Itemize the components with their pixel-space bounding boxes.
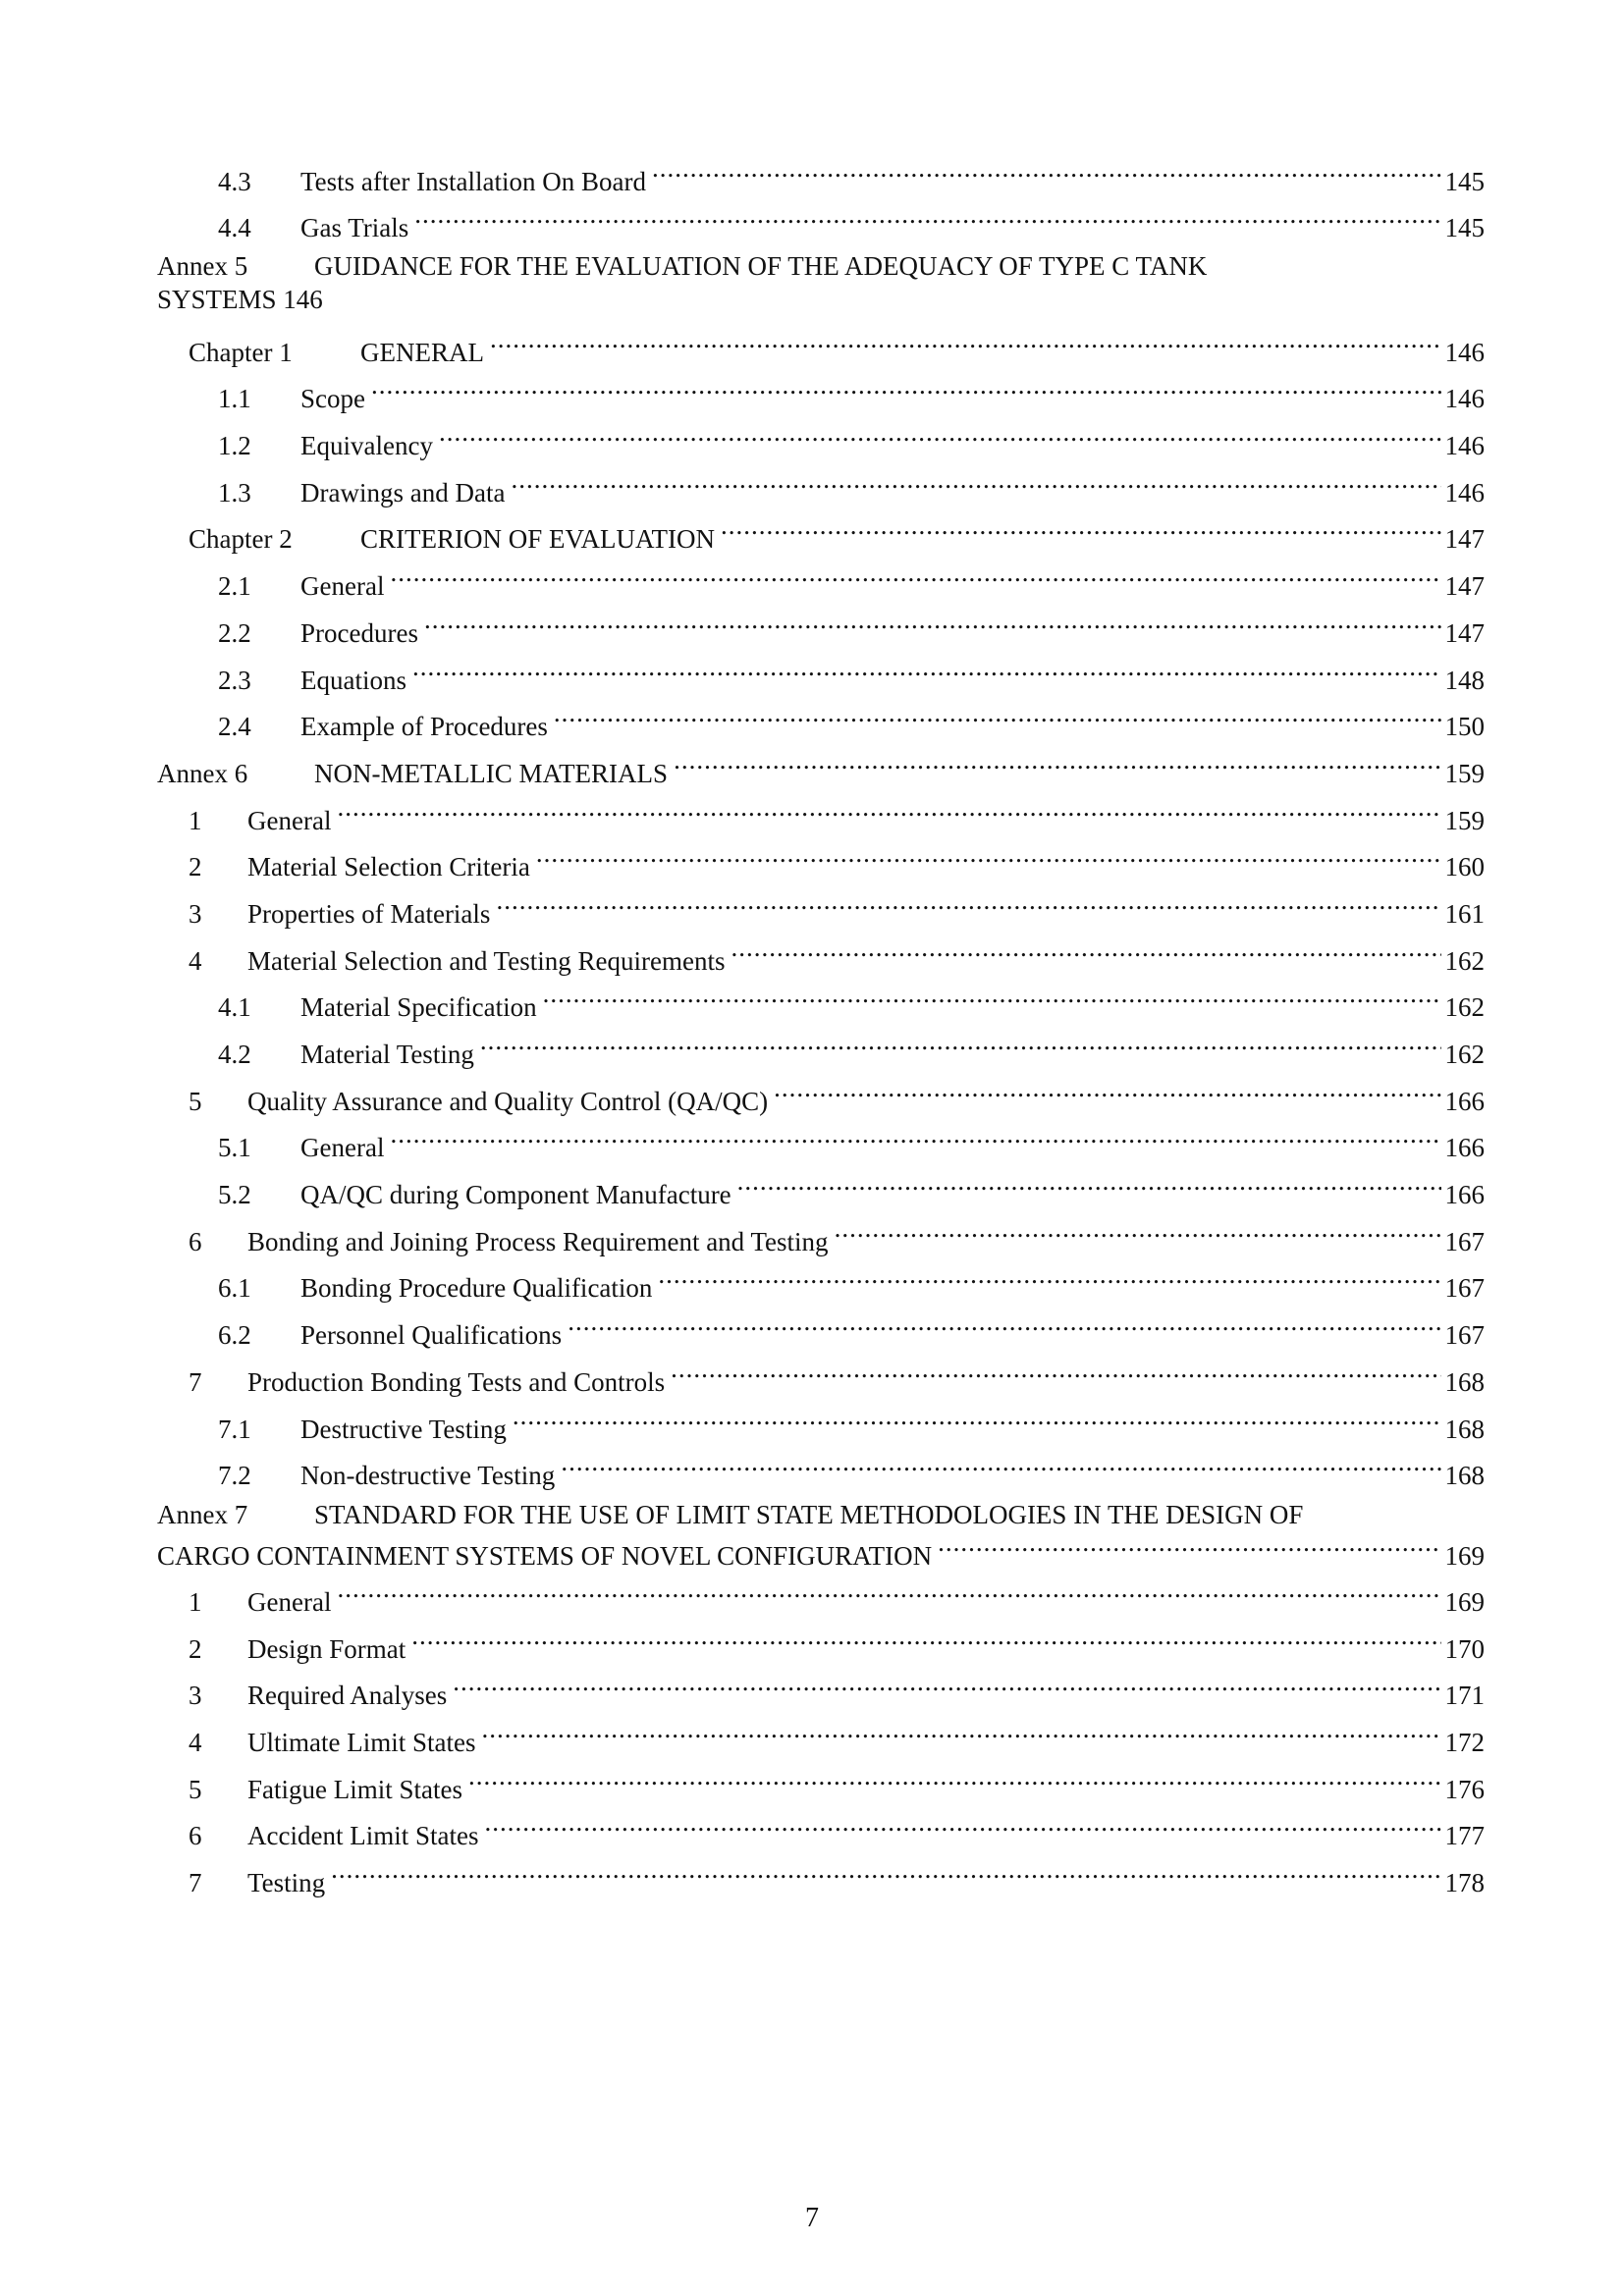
entry-page: 160 xyxy=(1444,852,1485,881)
entry-number: 5 xyxy=(189,1087,202,1116)
dot-leader xyxy=(511,468,1440,502)
entry-title: Non-destructive Testing xyxy=(300,1461,556,1490)
entry-title: Bonding Procedure Qualification xyxy=(300,1273,653,1303)
toc-entry-annex-7-continued[interactable] xyxy=(157,1531,1485,1573)
entry-number: 1.3 xyxy=(218,478,251,507)
toc-entry[interactable] xyxy=(218,656,1485,697)
toc-entry[interactable] xyxy=(189,796,1485,837)
entry-title: Material Testing xyxy=(300,1040,474,1069)
entry-title: Accident Limit States xyxy=(247,1821,479,1850)
toc-entry[interactable] xyxy=(218,561,1485,603)
toc-entry[interactable] xyxy=(189,1765,1485,1806)
toc-entry[interactable] xyxy=(189,1671,1485,1712)
entry-number: 4.2 xyxy=(218,1040,251,1069)
toc-entry[interactable] xyxy=(218,1310,1485,1352)
dot-leader xyxy=(480,1030,1441,1063)
entry-page: 146 xyxy=(1444,338,1485,367)
dot-leader xyxy=(561,1451,1440,1484)
entry-number: 4.4 xyxy=(218,213,251,242)
dot-leader xyxy=(674,749,1440,782)
dot-leader xyxy=(721,514,1441,548)
toc-entry[interactable] xyxy=(189,1077,1485,1118)
entry-page: 166 xyxy=(1444,1133,1485,1162)
dot-leader xyxy=(568,1310,1440,1344)
toc-entry[interactable] xyxy=(218,702,1485,743)
entry-number: 7.2 xyxy=(218,1461,251,1490)
entry-title: General xyxy=(247,806,332,835)
entry-number: Chapter 1 xyxy=(189,338,293,367)
dot-leader xyxy=(424,609,1441,642)
entry-page: 167 xyxy=(1444,1227,1485,1256)
toc-entry-annex-7[interactable] xyxy=(157,1498,1303,1531)
toc-entry[interactable] xyxy=(189,936,1485,978)
entry-page: 146 xyxy=(1444,384,1485,413)
dot-leader xyxy=(496,889,1440,923)
toc-entry[interactable] xyxy=(218,1030,1485,1071)
entry-number: 2.3 xyxy=(218,666,251,695)
toc-entry[interactable] xyxy=(218,1451,1485,1492)
toc-entry[interactable] xyxy=(189,1358,1485,1399)
entry-title: Equations xyxy=(300,666,406,695)
entry-title: NON-METALLIC MATERIALS xyxy=(314,759,669,788)
toc-entry[interactable] xyxy=(189,328,1485,369)
entry-page: 172 xyxy=(1444,1728,1485,1757)
entry-number: Annex 5 xyxy=(157,251,248,281)
dot-leader xyxy=(513,1405,1441,1438)
entry-title: QA/QC during Component Manufacture xyxy=(300,1180,731,1209)
entry-title: Example of Procedures xyxy=(300,712,548,741)
entry-title-continued: SYSTEMS 146 xyxy=(157,285,323,314)
dot-leader xyxy=(439,421,1441,454)
dot-leader xyxy=(671,1358,1440,1391)
entry-title: Production Bonding Tests and Controls xyxy=(247,1367,666,1397)
entry-title: Design Format xyxy=(247,1634,406,1664)
dot-leader xyxy=(774,1077,1440,1110)
entry-number: Annex 6 xyxy=(157,759,248,788)
toc-entry[interactable] xyxy=(189,514,1485,556)
entry-number: 1.1 xyxy=(218,384,251,413)
entry-title: Scope xyxy=(300,384,365,413)
entry-number: 1 xyxy=(189,1587,202,1617)
toc-entry[interactable] xyxy=(218,421,1485,462)
dot-leader xyxy=(411,1625,1440,1658)
entry-page: 159 xyxy=(1444,806,1485,835)
entry-page: 146 xyxy=(1444,431,1485,460)
entry-number: 4 xyxy=(189,1728,202,1757)
toc-entry[interactable] xyxy=(218,983,1485,1024)
entry-page: 147 xyxy=(1444,524,1485,554)
entry-title: Quality Assurance and Quality Control (QA/QC) xyxy=(247,1087,769,1116)
entry-page: 167 xyxy=(1444,1320,1485,1350)
dot-leader xyxy=(938,1531,1440,1565)
entry-page: 169 xyxy=(1444,1541,1485,1571)
entry-number: 2.4 xyxy=(218,712,251,741)
toc-entry-annex-5-continued xyxy=(157,283,323,316)
dot-leader xyxy=(412,656,1441,689)
entry-page: 162 xyxy=(1444,946,1485,976)
toc-entry[interactable] xyxy=(218,1263,1485,1305)
page-number: 7 xyxy=(805,2203,819,2233)
toc-entry[interactable] xyxy=(218,1170,1485,1211)
toc-entry-annex-5[interactable] xyxy=(157,249,1207,283)
entry-number: 3 xyxy=(189,899,202,929)
dot-leader xyxy=(835,1217,1441,1251)
entry-page: 145 xyxy=(1444,167,1485,196)
entry-page: 166 xyxy=(1444,1180,1485,1209)
entry-number: 2 xyxy=(189,852,202,881)
dot-leader xyxy=(337,796,1440,829)
entry-page: 161 xyxy=(1444,899,1485,929)
entry-title: Properties of Materials xyxy=(247,899,491,929)
entry-title: STANDARD FOR THE USE OF LIMIT STATE METHODOLOGIES IN THE DESIGN OF xyxy=(314,1500,1304,1529)
entry-page: 167 xyxy=(1444,1273,1485,1303)
toc-entry[interactable] xyxy=(189,1858,1485,1899)
dot-leader xyxy=(490,328,1441,361)
dot-leader xyxy=(481,1718,1440,1751)
dot-leader xyxy=(414,203,1440,237)
entry-number: 3 xyxy=(189,1681,202,1710)
entry-page: 168 xyxy=(1444,1461,1485,1490)
entry-page: 147 xyxy=(1444,618,1485,648)
entry-number: 6 xyxy=(189,1821,202,1850)
entry-page: 147 xyxy=(1444,571,1485,601)
entry-page: 162 xyxy=(1444,1040,1485,1069)
toc-entry[interactable] xyxy=(189,1625,1485,1666)
entry-number: 4.3 xyxy=(218,167,251,196)
entry-number: 7.1 xyxy=(218,1415,251,1444)
entry-title: Equivalency xyxy=(300,431,433,460)
entry-number: 5.2 xyxy=(218,1180,251,1209)
entry-title: Drawings and Data xyxy=(300,478,506,507)
entry-number: 1.2 xyxy=(218,431,251,460)
entry-number: 5.1 xyxy=(218,1133,251,1162)
entry-page: 162 xyxy=(1444,992,1485,1022)
toc-entry[interactable] xyxy=(189,1718,1485,1759)
entry-title-continued: CARGO CONTAINMENT SYSTEMS OF NOVEL CONFIGURATION xyxy=(157,1541,933,1571)
entry-title: Fatigue Limit States xyxy=(247,1775,462,1804)
dot-leader xyxy=(731,936,1441,970)
entry-title: CRITERION OF EVALUATION xyxy=(360,524,715,554)
entry-title: GENERAL xyxy=(360,338,484,367)
toc-entry[interactable] xyxy=(218,1123,1485,1164)
entry-title: GUIDANCE FOR THE EVALUATION OF THE ADEQUACY OF TYPE C TANK xyxy=(314,251,1208,281)
dot-leader xyxy=(658,1263,1440,1297)
dot-leader xyxy=(484,1811,1440,1844)
toc-entry[interactable] xyxy=(157,749,1485,790)
entry-title: Gas Trials xyxy=(300,213,409,242)
toc-entry[interactable] xyxy=(189,1217,1485,1258)
toc-entry[interactable] xyxy=(218,468,1485,509)
toc-entry[interactable] xyxy=(189,1811,1485,1852)
entry-title: Material Specification xyxy=(300,992,537,1022)
entry-title: Procedures xyxy=(300,618,418,648)
dot-leader xyxy=(652,157,1440,190)
entry-page: 145 xyxy=(1444,213,1485,242)
dot-leader xyxy=(371,374,1441,407)
entry-number: 4 xyxy=(189,946,202,976)
entry-title: Material Selection and Testing Requirements xyxy=(247,946,726,976)
dot-leader xyxy=(543,983,1441,1016)
entry-number: 6.1 xyxy=(218,1273,251,1303)
entry-page: 168 xyxy=(1444,1415,1485,1444)
dot-leader xyxy=(737,1170,1441,1203)
dot-leader xyxy=(536,842,1441,876)
entry-number: 5 xyxy=(189,1775,202,1804)
entry-number: 2.2 xyxy=(218,618,251,648)
entry-page: 177 xyxy=(1444,1821,1485,1850)
entry-number: 6.2 xyxy=(218,1320,251,1350)
dot-leader xyxy=(390,561,1440,595)
entry-title: Testing xyxy=(247,1868,326,1897)
entry-title: Personnel Qualifications xyxy=(300,1320,563,1350)
toc-entry[interactable] xyxy=(189,842,1485,883)
entry-page: 159 xyxy=(1444,759,1485,788)
entry-title: General xyxy=(300,571,385,601)
dot-leader xyxy=(453,1671,1440,1704)
entry-number: 7 xyxy=(189,1868,202,1897)
entry-number: Chapter 2 xyxy=(189,524,293,554)
entry-title: Tests after Installation On Board xyxy=(300,167,647,196)
dot-leader xyxy=(554,702,1441,735)
entry-page: 150 xyxy=(1444,712,1485,741)
entry-number: Annex 7 xyxy=(157,1500,248,1529)
entry-title: Ultimate Limit States xyxy=(247,1728,476,1757)
entry-title: General xyxy=(247,1587,332,1617)
entry-number: 6 xyxy=(189,1227,202,1256)
entry-page: 168 xyxy=(1444,1367,1485,1397)
toc-entry[interactable] xyxy=(218,1405,1485,1446)
entry-page: 146 xyxy=(1444,478,1485,507)
entry-page: 148 xyxy=(1444,666,1485,695)
dot-leader xyxy=(331,1858,1440,1892)
entry-title: Material Selection Criteria xyxy=(247,852,530,881)
entry-page: 176 xyxy=(1444,1775,1485,1804)
entry-number: 4.1 xyxy=(218,992,251,1022)
entry-title: Bonding and Joining Process Requirement and Testing xyxy=(247,1227,829,1256)
entry-page: 169 xyxy=(1444,1587,1485,1617)
entry-page: 178 xyxy=(1444,1868,1485,1897)
toc-entry[interactable] xyxy=(218,203,1485,244)
entry-number: 1 xyxy=(189,806,202,835)
dot-leader xyxy=(337,1577,1440,1611)
toc-entry[interactable] xyxy=(189,1577,1485,1619)
entry-page: 166 xyxy=(1444,1087,1485,1116)
entry-number: 7 xyxy=(189,1367,202,1397)
entry-page: 171 xyxy=(1444,1681,1485,1710)
entry-page: 170 xyxy=(1444,1634,1485,1664)
toc-entry[interactable] xyxy=(218,609,1485,650)
entry-title: Required Analyses xyxy=(247,1681,448,1710)
entry-number: 2.1 xyxy=(218,571,251,601)
entry-number: 2 xyxy=(189,1634,202,1664)
entry-title: Destructive Testing xyxy=(300,1415,507,1444)
dot-leader xyxy=(390,1123,1440,1156)
toc-entry[interactable] xyxy=(218,157,1485,198)
toc-entry[interactable] xyxy=(189,889,1485,931)
dot-leader xyxy=(468,1765,1441,1798)
toc-entry[interactable] xyxy=(218,374,1485,415)
entry-title: General xyxy=(300,1133,385,1162)
